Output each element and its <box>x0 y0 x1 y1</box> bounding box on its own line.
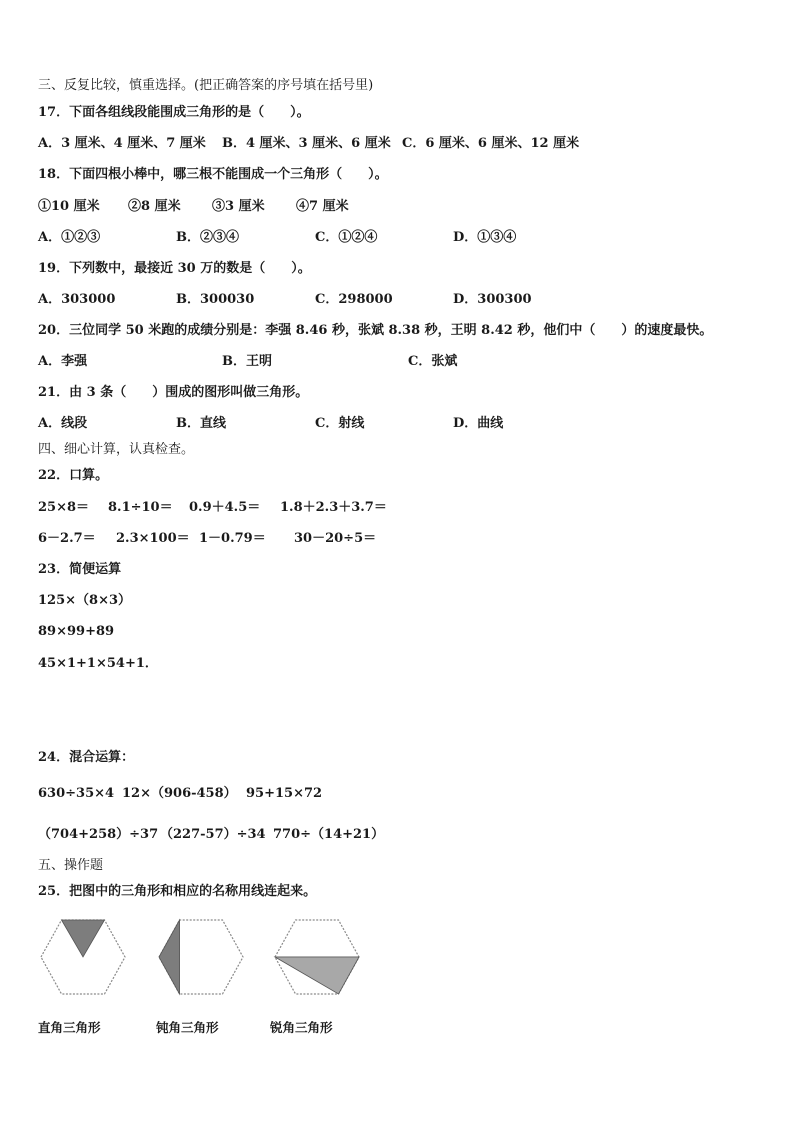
section-3-heading: 三、反复比较，慎重选择。(把正确答案的序号填在括号里) <box>38 78 374 93</box>
q18-stick-2: ②8 厘米 <box>128 199 181 214</box>
q18-option-a: A．①②③ <box>38 230 101 245</box>
q20-stem: 20．三位同学 50 米跑的成绩分别是：李强 8.46 秒，张斌 8.38 秒，王明 8.42 秒，他们中（ ）的速度最快。 <box>38 323 713 338</box>
q22-expr: 1.8＋2.3＋3.7＝ <box>280 500 387 515</box>
q19-option-d: D．300300 <box>453 292 532 307</box>
hexagon-right-triangle-figure <box>38 916 128 998</box>
q18-option-c: C．①②④ <box>315 230 378 245</box>
q22-stem: 22．口算。 <box>38 468 109 483</box>
section-4-heading: 四、细心计算，认真检查。 <box>38 442 195 457</box>
shaded-triangle <box>275 957 359 994</box>
q17-stem: 17．下面各组线段能围成三角形的是（ ）。 <box>38 105 310 120</box>
q17-option-b: B．4 厘米、3 厘米、6 厘米 <box>222 136 391 151</box>
shaded-triangle <box>62 920 105 957</box>
q21-option-c: C．射线 <box>315 416 365 431</box>
q18-option-b: B．②③④ <box>176 230 239 245</box>
q21-option-a: A．线段 <box>38 416 88 431</box>
q23-item: 45×1+1×54+1． <box>38 656 158 671</box>
q22-expr: 30－20÷5＝ <box>294 531 377 546</box>
label-obtuse-triangle[interactable]: 钝角三角形 <box>156 1020 219 1035</box>
q24-expr: 12×（906-458） <box>122 786 237 801</box>
q24-expr: （704+258）÷37 <box>38 827 159 842</box>
q19-stem: 19．下列数中，最接近 30 万的数是（ ）。 <box>38 261 311 276</box>
shaded-triangle <box>159 920 180 994</box>
q20-option-b: B．王明 <box>222 354 272 369</box>
q17-option-c: C．6 厘米、6 厘米、12 厘米 <box>402 136 580 151</box>
q20-option-c: C．张斌 <box>408 354 458 369</box>
q23-item: 125×（8×3） <box>38 593 132 608</box>
q18-stick-1: ①10 厘米 <box>38 199 100 214</box>
q21-stem: 21．由 3 条（ ）围成的图形叫做三角形。 <box>38 385 309 400</box>
q19-option-c: C．298000 <box>315 292 393 307</box>
q18-option-d: D．①③④ <box>453 230 517 245</box>
q23-item: 89×99+89 <box>38 624 115 639</box>
q25-stem: 25．把图中的三角形和相应的名称用线连起来。 <box>38 884 317 899</box>
q22-expr: 8.1÷10＝ <box>108 500 173 515</box>
hexagon-obtuse-triangle-figure <box>156 916 246 998</box>
q23-stem: 23．简便运算 <box>38 562 122 577</box>
q22-expr: 2.3×100＝ <box>116 531 190 546</box>
label-right-triangle[interactable]: 直角三角形 <box>38 1020 101 1035</box>
q18-stick-4: ④7 厘米 <box>296 199 349 214</box>
q24-expr: 630÷35×4 <box>38 786 115 801</box>
q24-expr: 95+15×72 <box>246 786 323 801</box>
hexagon-acute-triangle-figure <box>272 916 362 998</box>
q19-option-b: B．300030 <box>176 292 255 307</box>
q20-option-a: A．李强 <box>38 354 88 369</box>
q24-stem: 24．混合运算： <box>38 750 135 765</box>
q19-option-a: A．303000 <box>38 292 116 307</box>
q18-stick-3: ③3 厘米 <box>212 199 265 214</box>
q17-option-a: A．3 厘米、4 厘米、7 厘米 <box>38 136 206 151</box>
q18-stem: 18．下面四根小棒中，哪三根不能围成一个三角形（ ）。 <box>38 167 388 182</box>
q22-expr: 0.9＋4.5＝ <box>189 500 261 515</box>
section-5-heading: 五、操作题 <box>38 858 104 873</box>
q21-option-b: B．直线 <box>176 416 226 431</box>
label-acute-triangle[interactable]: 锐角三角形 <box>270 1020 333 1035</box>
q21-option-d: D．曲线 <box>453 416 504 431</box>
q24-expr: （227-57）÷34 <box>160 827 266 842</box>
q24-expr: 770÷（14+21） <box>273 827 385 842</box>
q22-expr: 1－0.79＝ <box>199 531 266 546</box>
q22-expr: 6－2.7＝ <box>38 531 96 546</box>
q22-expr: 25×8＝ <box>38 500 90 515</box>
